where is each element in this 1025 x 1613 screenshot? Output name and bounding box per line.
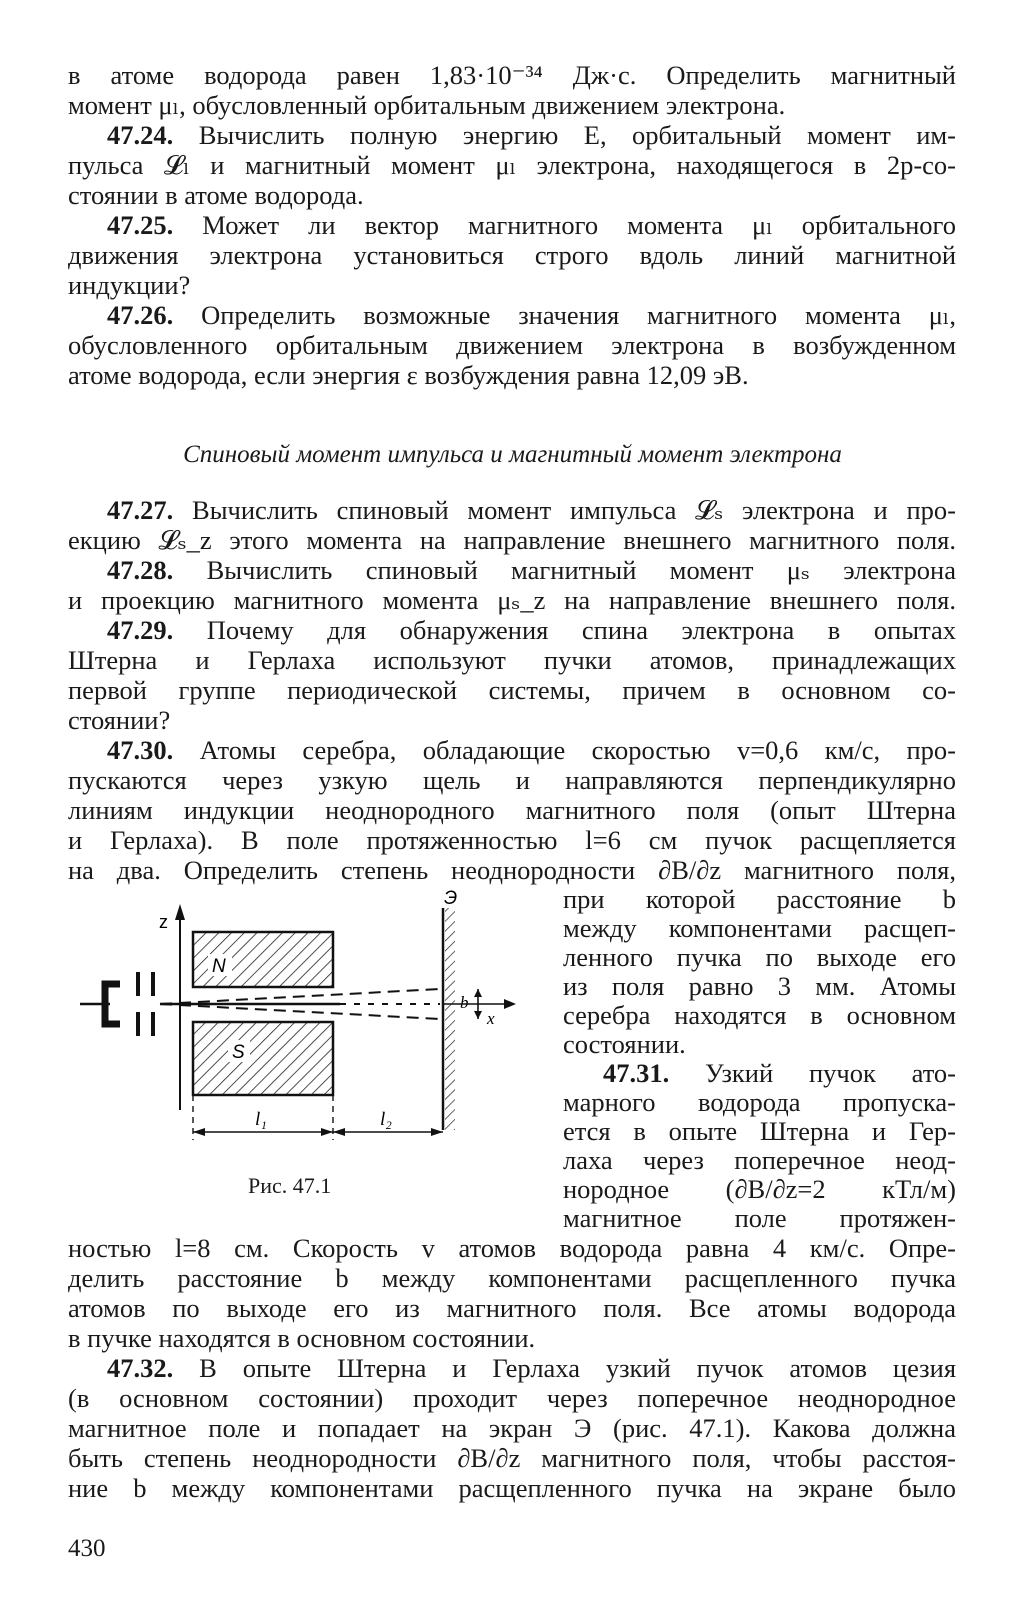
section-heading: Спиновый момент импульса и магнитный момент электрона bbox=[183, 441, 842, 468]
text-line: линиям индукции неоднородного магнитного поля (опыт Штерна bbox=[68, 795, 956, 825]
text-line: на два. Определить степень неоднородности ∂B/∂z магнитного поля, bbox=[68, 855, 956, 885]
problem-47-32 bbox=[107, 1353, 956, 1383]
text-line: ние b между компонентами расщепленного пучка на экране было bbox=[68, 1473, 956, 1503]
text-line: екцию 𝓛ₛ_z этого момента на направление внешнего магнитного поля. bbox=[68, 525, 956, 555]
text-line: Штерна и Герлаха используют пучки атомов, принадлежащих bbox=[68, 645, 956, 675]
text-line: момент μₗ, обусловленный орбитальным движением электрона. bbox=[68, 90, 786, 120]
text-line: Узкий пучок ато- bbox=[705, 1058, 956, 1088]
text-line: Вычислить спиновый момент импульса 𝓛ₛ электрона и про- bbox=[192, 495, 957, 525]
text-line: атоме водорода, если энергия ε возбуждения равна 12,09 эВ. bbox=[68, 360, 749, 390]
text-line: между компонентами расщеп- bbox=[563, 913, 956, 943]
problem-number: 47.32. bbox=[107, 1353, 174, 1383]
problem-47-31 bbox=[603, 1059, 956, 1088]
problem-number: 47.24. bbox=[107, 120, 174, 150]
dimension-arrowhead bbox=[431, 1128, 443, 1136]
z-axis-label: z bbox=[159, 912, 168, 932]
problem-number: 47.27. bbox=[107, 495, 174, 525]
text-line: движения электрона установиться строго вдоль линий магнитной bbox=[68, 240, 956, 270]
north-label: N bbox=[212, 956, 226, 977]
dimension-arrowhead bbox=[193, 1128, 205, 1136]
text-line: ностью l=8 см. Скорость v атомов водорода равна 4 км/с. Опре- bbox=[68, 1233, 956, 1263]
problem-47-29 bbox=[107, 615, 956, 645]
text-line: ленного пучка по выходе его bbox=[563, 942, 956, 972]
text-line: Вычислить полную энергию E, орбитальный момент им- bbox=[198, 120, 956, 150]
text-line: состоянии. bbox=[563, 1029, 686, 1059]
text-line: лаха через поперечное неод- bbox=[563, 1145, 956, 1175]
z-axis-arrowhead bbox=[175, 904, 185, 920]
text-line: Определить возможные значения магнитного момента μₗ, bbox=[201, 300, 956, 330]
text-line: делить расстояние b между компонентами расщепленного пучка bbox=[68, 1263, 956, 1293]
x-axis-label: x bbox=[487, 1009, 495, 1028]
text-line: и Герлаха). В поле протяженностью l=6 см пучок расщепляется bbox=[68, 825, 956, 855]
text-line: нородное (∂B/∂z=2 кТл/м) bbox=[563, 1174, 956, 1204]
text-line: стоянии в атоме водорода. bbox=[68, 180, 364, 210]
text-line: первой группе периодической системы, причем в основном со- bbox=[68, 675, 956, 705]
text-line: атомов по выходе его из магнитного поля. Все атомы водорода bbox=[68, 1293, 956, 1323]
text-line: в атоме водорода равен 1,83·10⁻³⁴ Дж·с. Определить магнитный bbox=[68, 60, 956, 90]
atom-source bbox=[105, 984, 120, 1024]
page-number: 430 bbox=[68, 1535, 106, 1562]
dimension-arrowhead bbox=[333, 1128, 345, 1136]
problem-47-28 bbox=[107, 555, 956, 585]
text-line: быть степень неоднородности ∂B/∂z магнитного поля, чтобы расстоя- bbox=[68, 1443, 956, 1473]
problem-47-30 bbox=[107, 735, 956, 765]
text-line: из поля равно 3 мм. Атомы bbox=[563, 971, 956, 1001]
x-axis-arrowhead bbox=[504, 999, 516, 1009]
b-arrow-down bbox=[474, 1011, 482, 1019]
text-line: стоянии? bbox=[68, 705, 171, 735]
text-line: пульса 𝓛ₗ и магнитный момент μₗ электрона, находящегося в 2p-со- bbox=[68, 150, 956, 180]
problem-47-25 bbox=[107, 210, 956, 240]
text-line: Вычислить спиновый магнитный момент μₛ электрона bbox=[206, 555, 956, 585]
magnet-south bbox=[193, 1022, 333, 1095]
text-line: марного водорода пропуска- bbox=[563, 1087, 956, 1117]
l2-label: l₂ bbox=[380, 1109, 392, 1130]
text-line: индукции? bbox=[68, 270, 191, 300]
screen-hatching bbox=[445, 908, 455, 1130]
text-line: при которой расстояние b bbox=[563, 884, 956, 914]
text-line: пускаются через узкую щель и направляются перпендикулярно bbox=[68, 765, 956, 795]
l1-label: l₁ bbox=[255, 1109, 267, 1130]
dimension-arrowhead bbox=[321, 1128, 333, 1136]
problem-number: 47.29. bbox=[107, 615, 174, 645]
problem-number: 47.26. bbox=[107, 300, 174, 330]
text-line: (в основном состоянии) проходит через поперечное неоднородное bbox=[68, 1383, 956, 1413]
text-line: Атомы серебра, обладающие скоростью v=0,6 км/с, про- bbox=[199, 735, 956, 765]
split-beam-upper bbox=[160, 989, 440, 1004]
south-label: S bbox=[232, 1042, 245, 1063]
problem-47-24 bbox=[107, 120, 956, 150]
problem-number: 47.25. bbox=[107, 210, 174, 240]
problem-number: 47.31. bbox=[603, 1058, 670, 1088]
text-line: Почему для обнаружения спина электрона в опытах bbox=[206, 615, 956, 645]
text-line: в пучке находятся в основном состоянии. bbox=[68, 1323, 536, 1353]
b-arrow-up bbox=[474, 989, 482, 997]
split-beam-lower bbox=[160, 1004, 440, 1019]
text-line: и проекцию магнитного момента μₛ_z на направление внешнего поля. bbox=[68, 585, 956, 615]
stern-gerlach-figure bbox=[60, 888, 560, 1170]
text-line: В опыте Штерна и Герлаха узкий пучок атомов цезия bbox=[199, 1353, 957, 1383]
text-line: магнитное поле и попадает на экран Э (рис. 47.1). Какова должна bbox=[68, 1413, 956, 1443]
problem-47-27 bbox=[107, 495, 956, 525]
problem-number: 47.30. bbox=[107, 735, 174, 765]
text-line: Может ли вектор магнитного момента μₗ орбитального bbox=[202, 210, 956, 240]
text-line: магнитное поле протяжен- bbox=[563, 1203, 956, 1233]
text-line: ется в опыте Штерна и Гер- bbox=[563, 1116, 956, 1146]
text-line: обусловленного орбитальным движением электрона в возбужденном bbox=[68, 330, 956, 360]
text-line: серебра находятся в основном bbox=[563, 1000, 956, 1030]
problem-number: 47.28. bbox=[107, 555, 174, 585]
screen-label: Э bbox=[444, 888, 458, 909]
b-label: b bbox=[460, 993, 469, 1012]
problem-47-26 bbox=[107, 300, 956, 330]
figure-caption: Рис. 47.1 bbox=[248, 1173, 332, 1198]
